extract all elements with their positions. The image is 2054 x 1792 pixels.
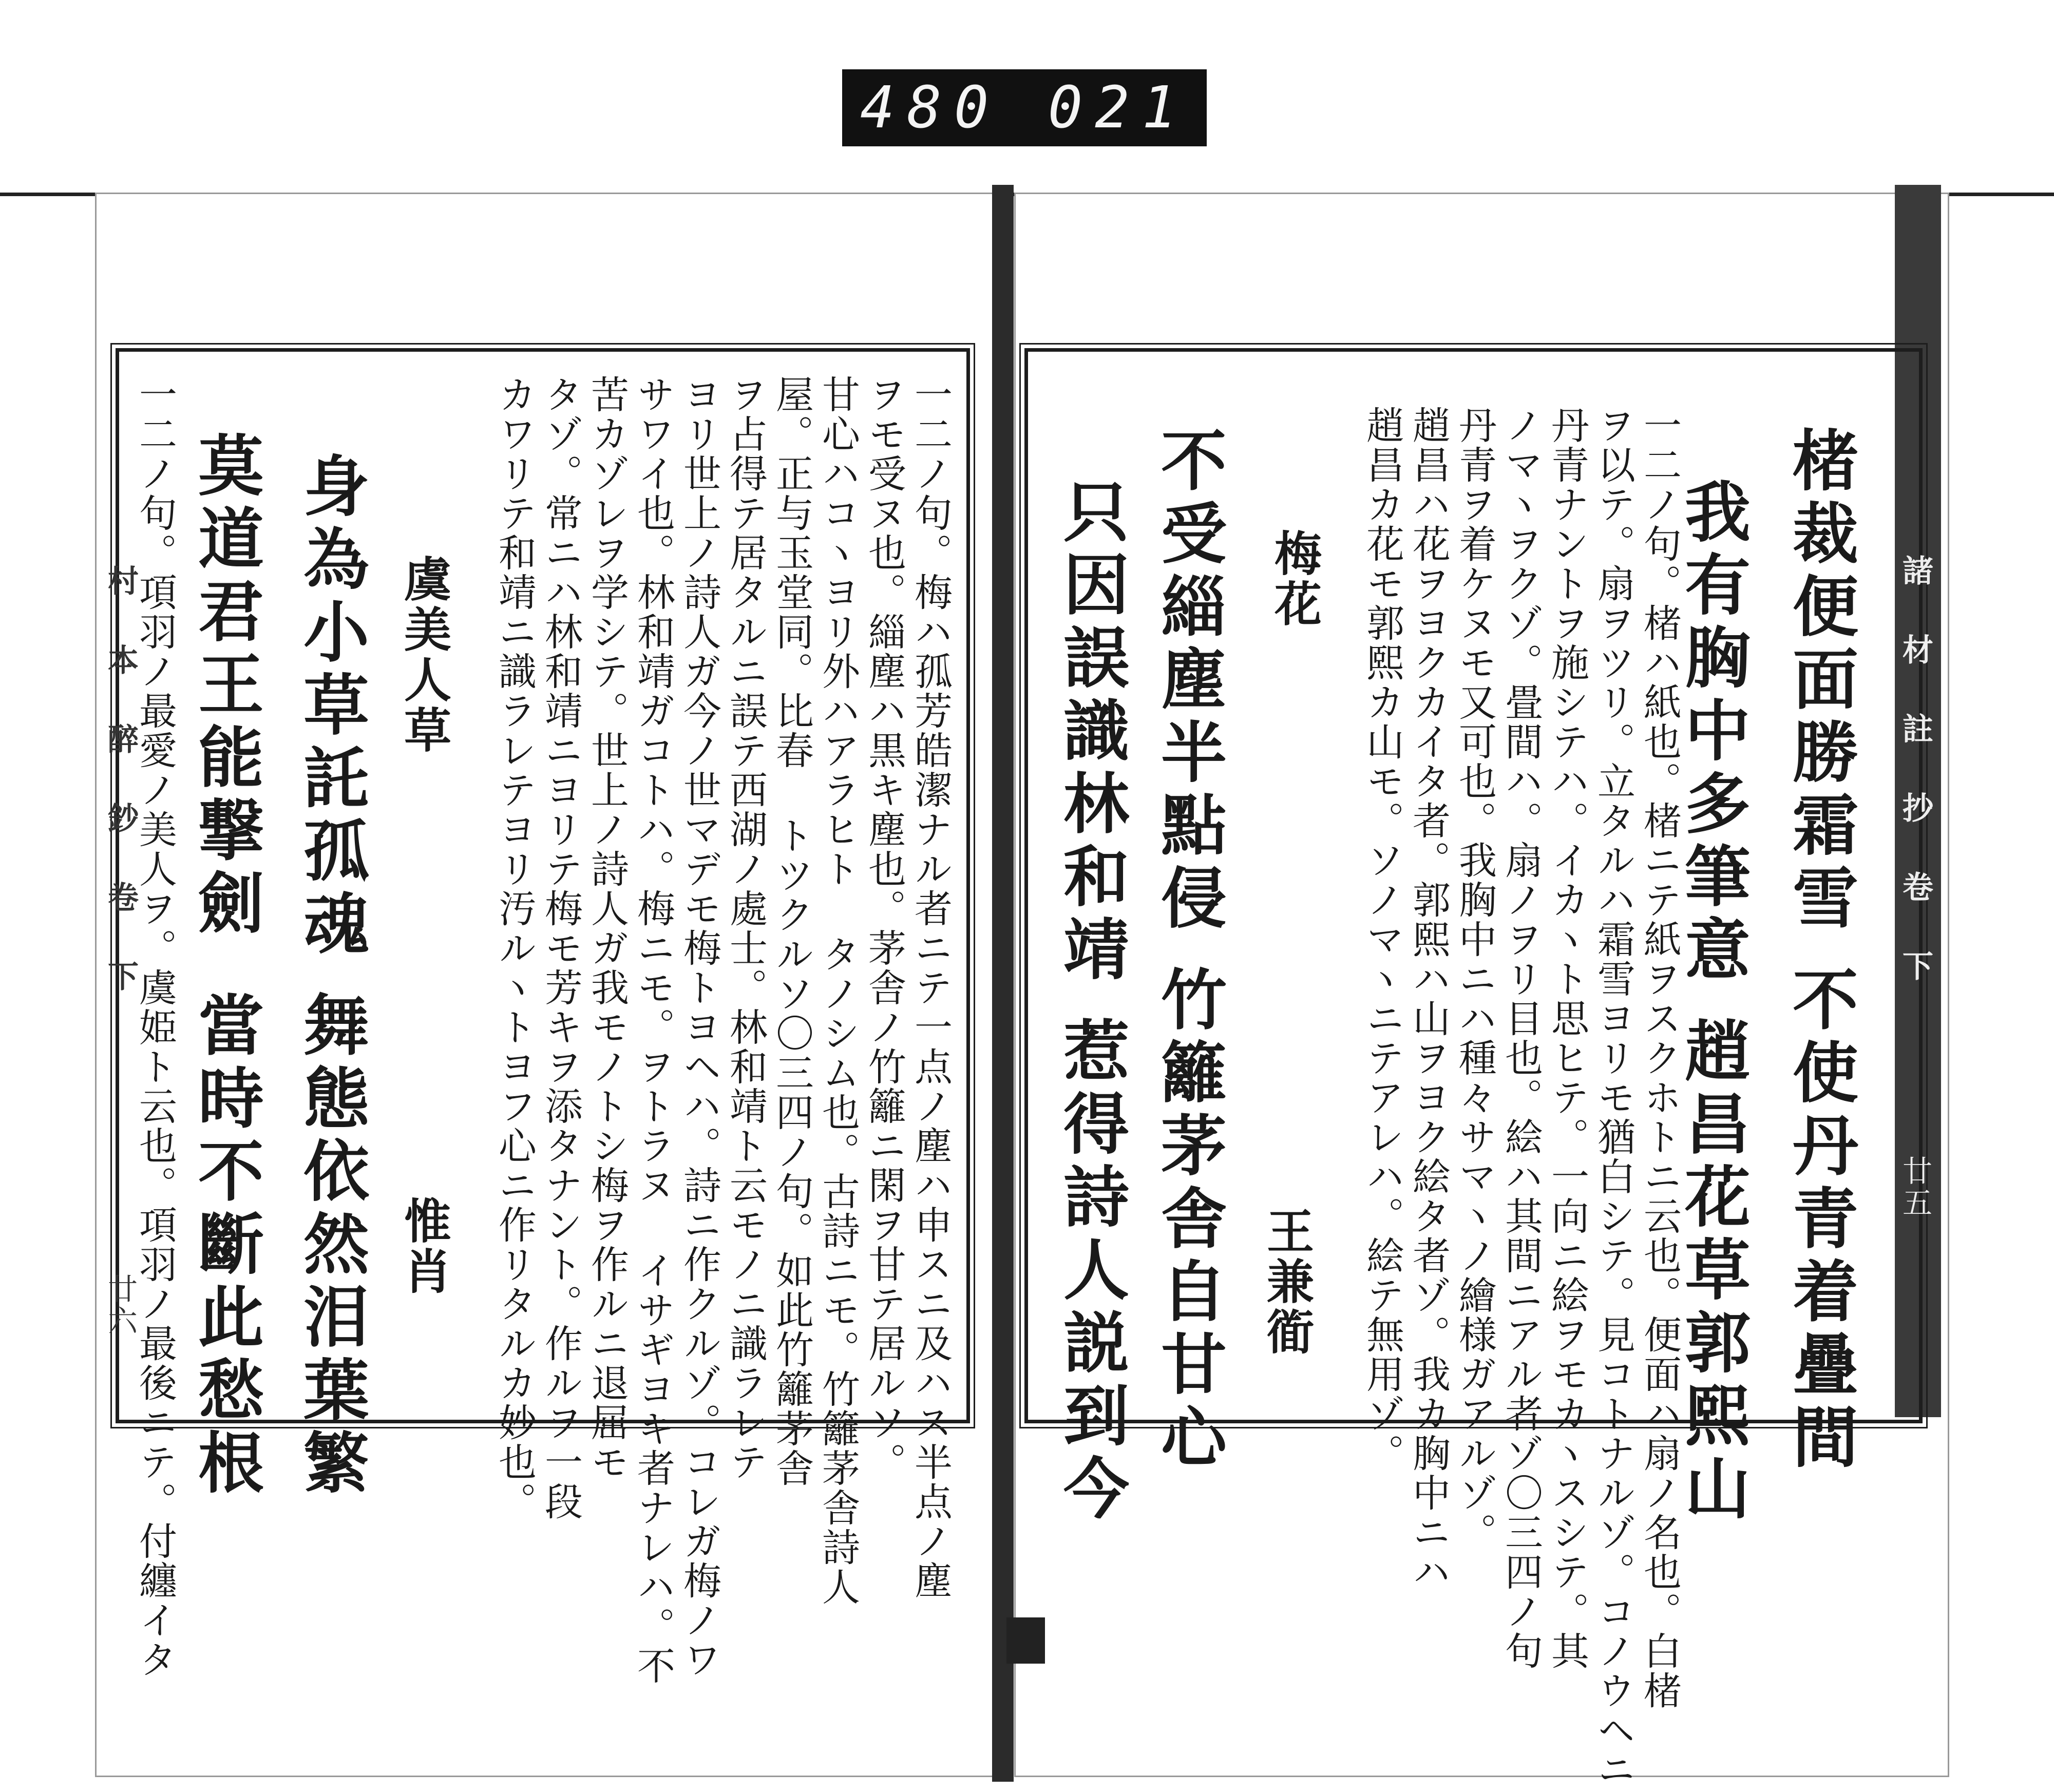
binding-gutter: [992, 185, 1014, 1782]
left-poem-author: 惟肖: [396, 1196, 452, 1297]
left-commentary-7: サワイ也。林和靖ガコトハ。梅ニモ。ヲトラヌ イサギヨキ者ナレハ。不: [631, 375, 675, 1686]
left-commentary-11: 一二ノ句。項羽ノ最愛ノ美人ヲ。虞姫ト云也。項羽ノ最後ニテ。付纏イタ: [133, 375, 177, 1680]
left-margin-title: 村 本 醉 鈔 卷 下: [103, 565, 139, 997]
right-commentary-3: 丹青ナントヲ施シテハ。イカヽト思ヒテ。一向ニ絵ヲモカヽスシテ。其: [1545, 406, 1589, 1671]
right-page-number: 廿五: [1897, 1155, 1932, 1219]
right-poem2-author: 王兼衜: [1259, 1207, 1315, 1358]
right-commentary-5: 丹青ヲ着ケヌモ又可也。我胸中ニハ種々サマヽノ繪様ガアルゾ。: [1453, 406, 1497, 1552]
left-page-number: 廿六: [103, 1273, 138, 1337]
right-commentary-7: 趙昌カ花モ郭熙カ山モ。ソノマヽニテアレハ。絵テ無用ゾ。: [1360, 406, 1404, 1473]
left-commentary-5: ヲ占得テ居タルニ誤テ西湖ノ處士。林和靖ト云モノニ識ラレテ: [724, 375, 768, 1482]
left-commentary-10: カワリテ和靖ニ識ラレテヨリ汚ルヽトヨフ心ニ作リタルカ妙也。: [492, 375, 537, 1521]
archive-label: 480 021: [842, 69, 1207, 146]
left-poem-line-3: 舞態依然泪葉繁: [292, 991, 369, 1501]
left-commentary-8: 苦カゾレヲ学シテ。世上ノ詩人ガ我モノトシ梅ヲ作ルニ退屈モ: [585, 375, 629, 1482]
right-commentary-2: ヲ以テ。扇ヲツリ。立タルハ霜雪ヨリモ猶白シテ。見コトナルゾ。コノウヘニ: [1591, 406, 1635, 1789]
left-poem-line-4: 當時不斷此愁根: [187, 991, 264, 1501]
left-commentary-2: ヲモ受ヌ也。緇塵ハ黒キ塵也。茅舎ノ竹籬ニ閑ヲ甘テ居ルソ。: [862, 375, 906, 1482]
left-commentary-6: ヨリ世上ノ詩人ガ今ノ世マデモ梅トヨヘハ。詩ニ作クルゾ。コレガ梅ノワ: [677, 375, 721, 1680]
right-poem1-author: 趙昌花草郭熙山: [1673, 1017, 1751, 1527]
right-poem2-line-3: 竹籬茅舎自甘心: [1150, 965, 1227, 1476]
left-commentary-4: 屋。正与玉堂同。比春 トツクルソ〇三四ノ句。如此竹籬茅舎: [770, 375, 814, 1488]
right-poem1-line-2: 我有胸中多筆意: [1673, 478, 1751, 988]
scan-artifact: [1006, 1617, 1045, 1664]
right-poem2-line-1: 不受緇塵半點侵: [1150, 426, 1227, 937]
left-commentary-1: 一二ノ句。梅ハ孤芳皓潔ナル者ニテ一点ノ塵ハ申スニ及ハス半点ノ塵: [908, 375, 953, 1600]
right-commentary-6: 趙昌ハ花ヲヨクカイタ者。郭熙ハ山ヲヨク絵タ者ゾ。我カ胸中ニハ: [1406, 406, 1451, 1592]
left-commentary-3: 甘心ハコヽヨリ外ハアラヒト タノシム也。古詩ニモ。竹籬茅舎詩人: [816, 375, 860, 1607]
right-commentary-4: ノマヽヲクゾ。畳間ハ。扇ノヲリ目也。絵ハ其間ニアル者ゾ〇三四ノ句: [1499, 406, 1543, 1671]
right-commentary-1: 一二ノ句。楮ハ紙也。楮ニテ紙ヲスクホトニ云也。便面ハ扇ノ名也。白楮: [1638, 406, 1682, 1710]
left-poem-line-1: 身為小草託孤魂: [292, 452, 369, 962]
left-poem-title: 虞美人草: [396, 555, 452, 756]
left-commentary-9: タゾ。常ニハ林和靖ニヨリテ梅モ芳キヲ添タナント。作ルヲ一段: [539, 375, 583, 1521]
right-poem1-line-1: 楮裁便面勝霜雪: [1781, 426, 1858, 937]
right-poem2-line-4: 惹得詩人説到今: [1052, 1017, 1129, 1527]
right-poem2-line-2: 只因誤識林和靖: [1052, 478, 1129, 988]
left-poem-line-2: 莫道君王能撃劍: [187, 431, 264, 942]
right-poem2-title: 梅花: [1267, 529, 1322, 630]
right-poem1-line-3: 不使丹青着疊間: [1781, 965, 1858, 1476]
right-margin-title: 諸 材 註 抄 卷 下: [1897, 555, 1933, 987]
